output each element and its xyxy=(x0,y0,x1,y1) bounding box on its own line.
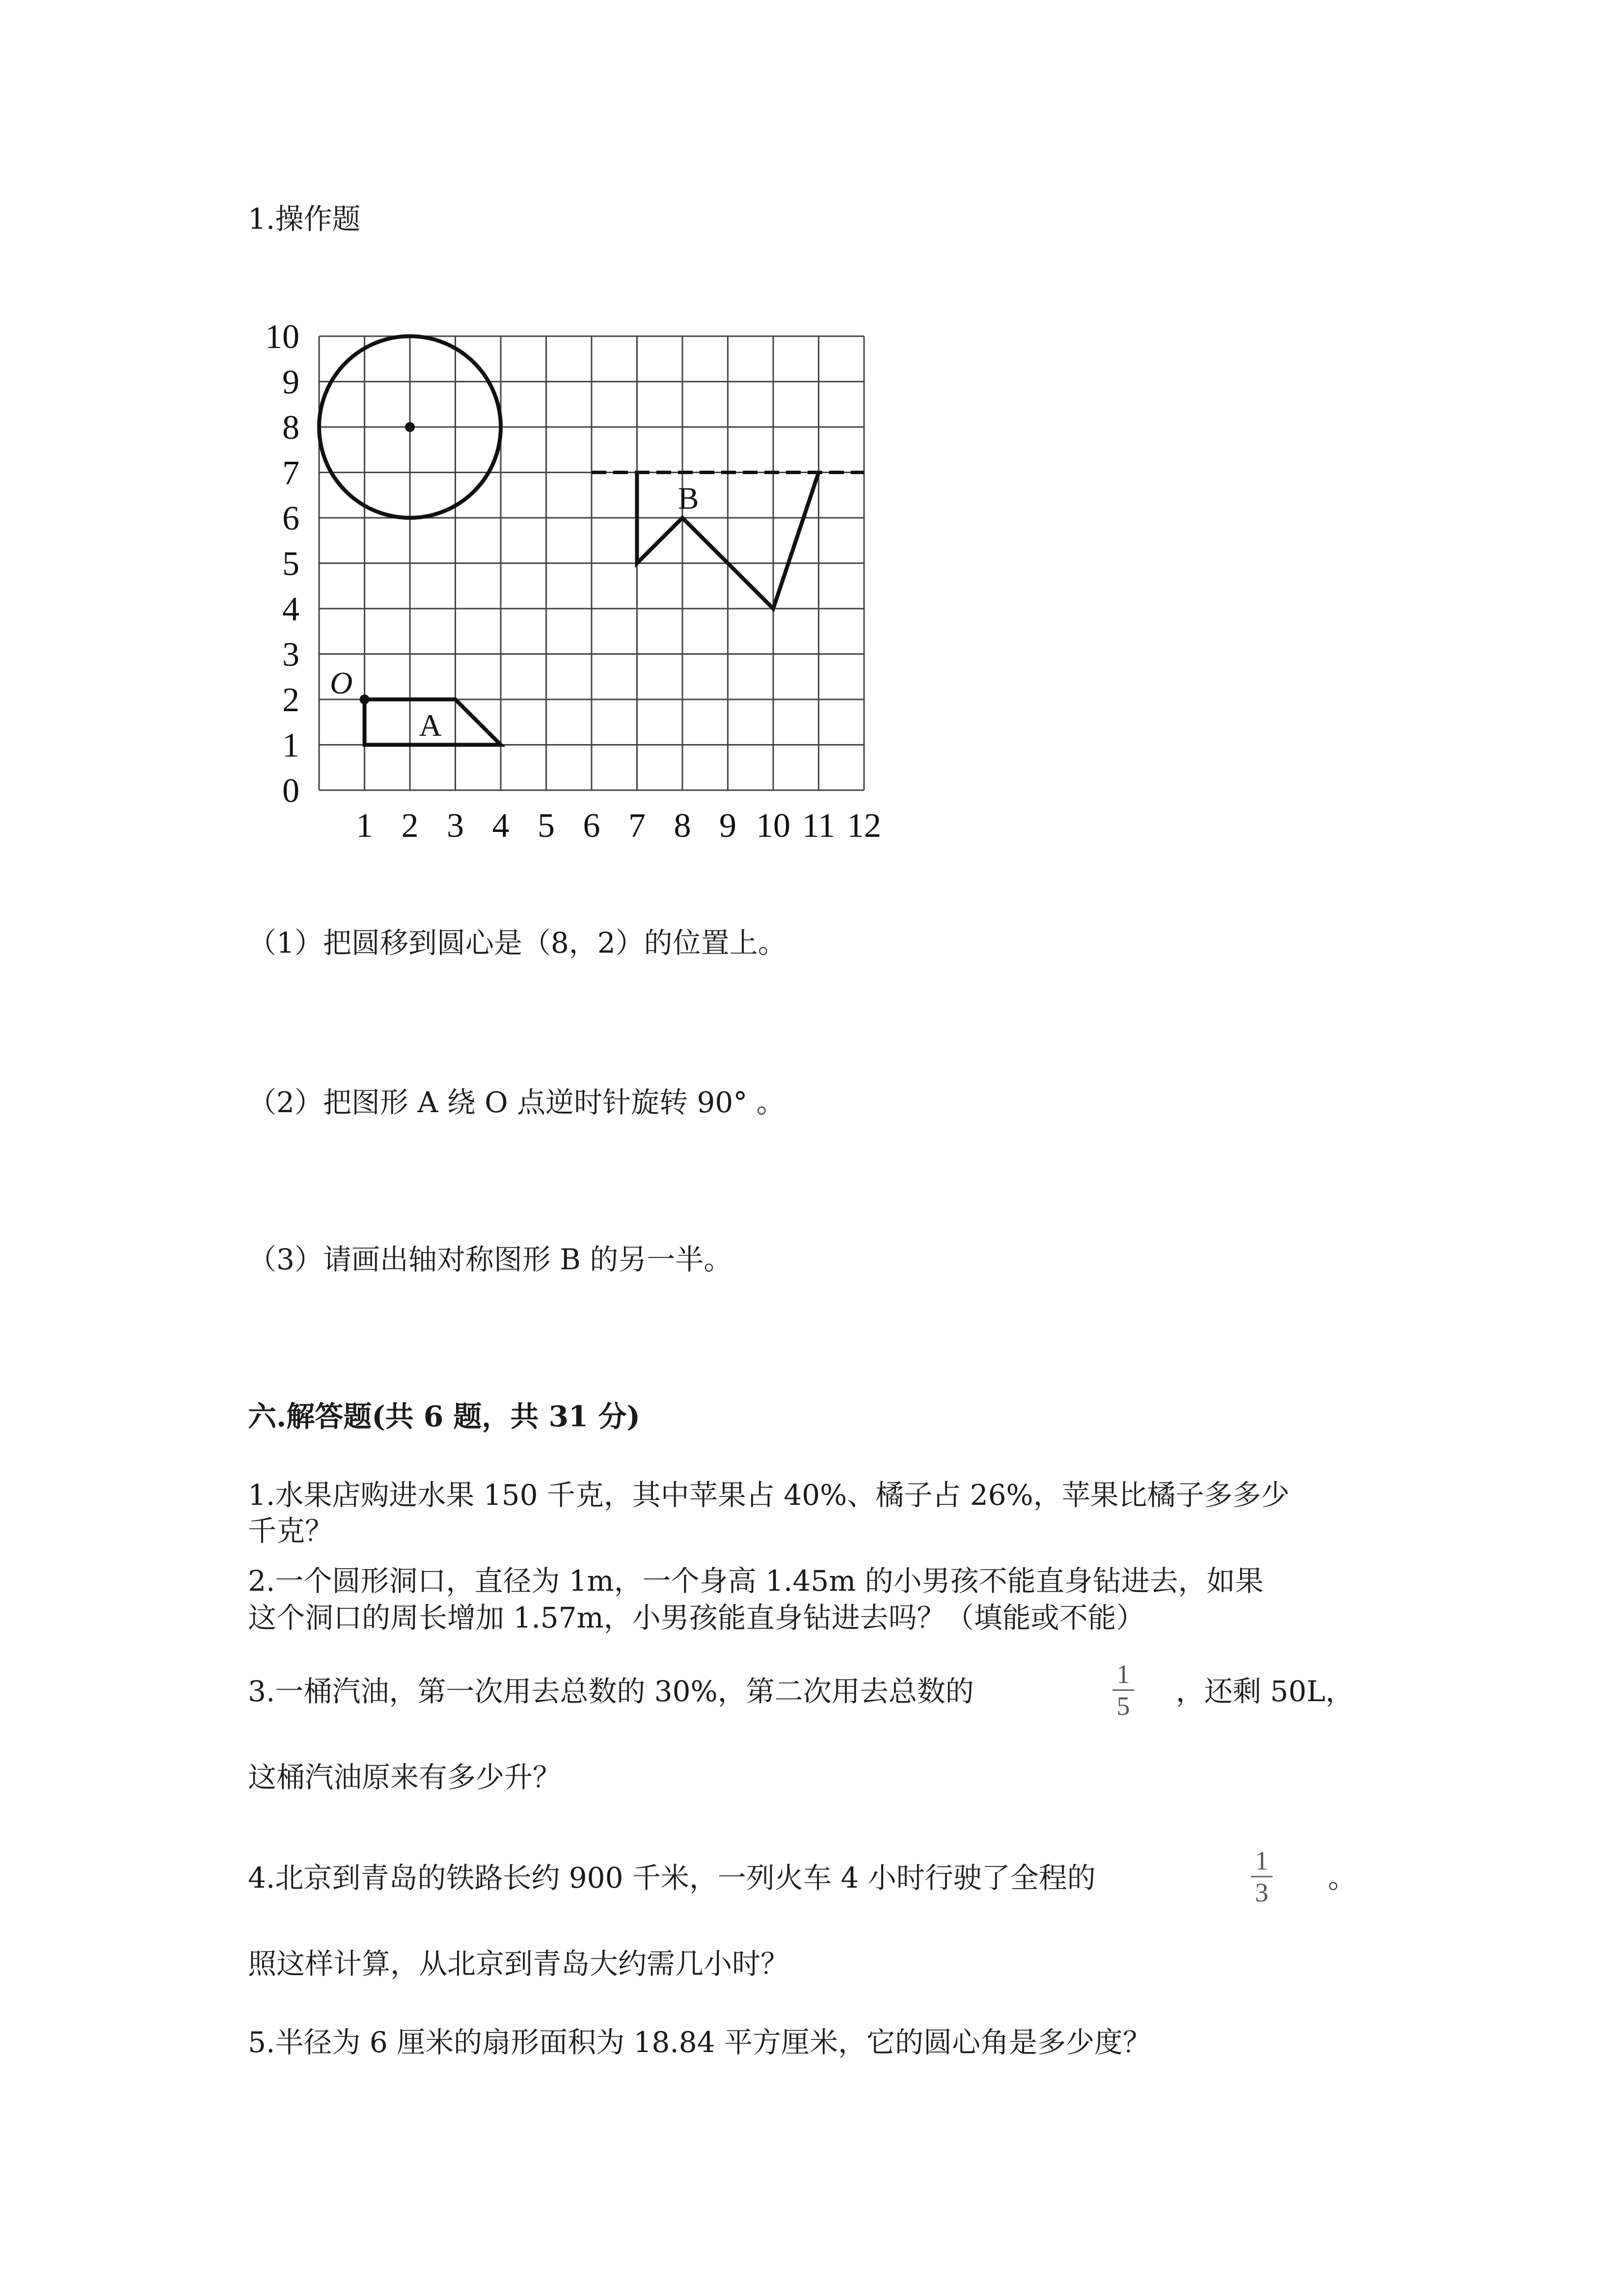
x-tick-label: 11 xyxy=(802,807,836,845)
fraction-denominator: 5 xyxy=(1116,1691,1130,1721)
fraction-numerator: 1 xyxy=(1116,1659,1130,1689)
fraction-denominator: 3 xyxy=(1255,1878,1269,1907)
y-tick-label: 7 xyxy=(282,454,299,492)
x-tick-label: 8 xyxy=(674,807,691,845)
y-tick-label: 9 xyxy=(282,363,299,401)
y-tick-label: 6 xyxy=(282,500,299,537)
x-tick-label: 10 xyxy=(756,807,790,845)
y-tick-label: 8 xyxy=(282,409,299,447)
operation-heading: 1.操作题 xyxy=(248,202,361,236)
y-tick-label: 4 xyxy=(282,590,299,628)
x-axis-labels xyxy=(356,807,881,845)
y-axis-labels xyxy=(265,318,299,810)
y-tick-label: 2 xyxy=(282,681,299,719)
problem-4-text-after: 。 xyxy=(1328,1861,1357,1895)
shape-b-label: B xyxy=(677,481,699,516)
problem-4-fraction xyxy=(1247,1845,1276,1908)
x-tick-label: 9 xyxy=(719,807,736,845)
problem-2-line-1: 2.一个圆形洞口，直径为 1m，一个身高 1.45m 的小男孩不能直身钻进去，如果 xyxy=(248,1564,1264,1598)
problem-3-fraction xyxy=(1109,1659,1138,1721)
question-1: （1）把圆移到圆心是（8，2）的位置上。 xyxy=(248,926,786,960)
fraction-numerator: 1 xyxy=(1255,1846,1269,1875)
circle-center-dot xyxy=(405,422,415,432)
answers-heading: 六.解答题(共 6 题，共 31 分) xyxy=(248,1400,640,1433)
x-tick-label: 6 xyxy=(583,807,600,845)
y-tick-label: 3 xyxy=(282,636,299,674)
y-tick-label: 0 xyxy=(282,772,299,810)
grid-lines xyxy=(319,336,864,790)
problem-1-line-1: 1.水果店购进水果 150 千克，其中苹果占 40%、橘子占 26%，苹果比橘子多多少 xyxy=(248,1478,1290,1512)
x-tick-label: 4 xyxy=(492,807,510,845)
shape-a-label: A xyxy=(419,708,442,743)
problem-4-text: 4.北京到青岛的铁路长约 900 千米，一列火车 4 小时行驶了全程的 xyxy=(248,1861,1096,1895)
x-tick-label: 3 xyxy=(447,807,464,845)
x-tick-label: 1 xyxy=(356,807,373,845)
problem-3-line-2: 这桶汽油原来有多少升？ xyxy=(248,1761,562,1794)
question-3: （3）请画出轴对称图形 B 的另一半。 xyxy=(248,1243,732,1276)
x-tick-label: 5 xyxy=(538,807,555,845)
y-tick-label: 5 xyxy=(282,545,299,583)
problem-5-text: 5.半径为 6 厘米的扇形面积为 18.84 平方厘米，它的圆心角是多少度？ xyxy=(248,2026,1152,2059)
origin-point xyxy=(360,694,370,704)
problem-1-line-2: 千克？ xyxy=(248,1514,334,1548)
y-tick-label: 1 xyxy=(282,726,299,765)
question-2: （2）把图形 A 绕 O 点逆时针旋转 90° 。 xyxy=(248,1086,785,1119)
x-tick-label: 2 xyxy=(401,807,419,845)
problem-3-text-after: ，还剩 50L， xyxy=(1176,1675,1354,1708)
y-tick-label: 10 xyxy=(265,318,299,356)
x-tick-label: 12 xyxy=(847,807,881,845)
problem-4-line-2: 照这样计算，从北京到青岛大约需几小时？ xyxy=(248,1947,789,1980)
origin-label: O xyxy=(330,666,353,700)
problem-3-text: 3.一桶汽油，第一次用去总数的 30%，第二次用去总数的 xyxy=(248,1675,974,1708)
problem-2-line-2: 这个洞口的周长增加 1.57m，小男孩能直身钻进去吗？（填能或不能） xyxy=(248,1601,1145,1634)
x-tick-label: 7 xyxy=(628,807,646,845)
